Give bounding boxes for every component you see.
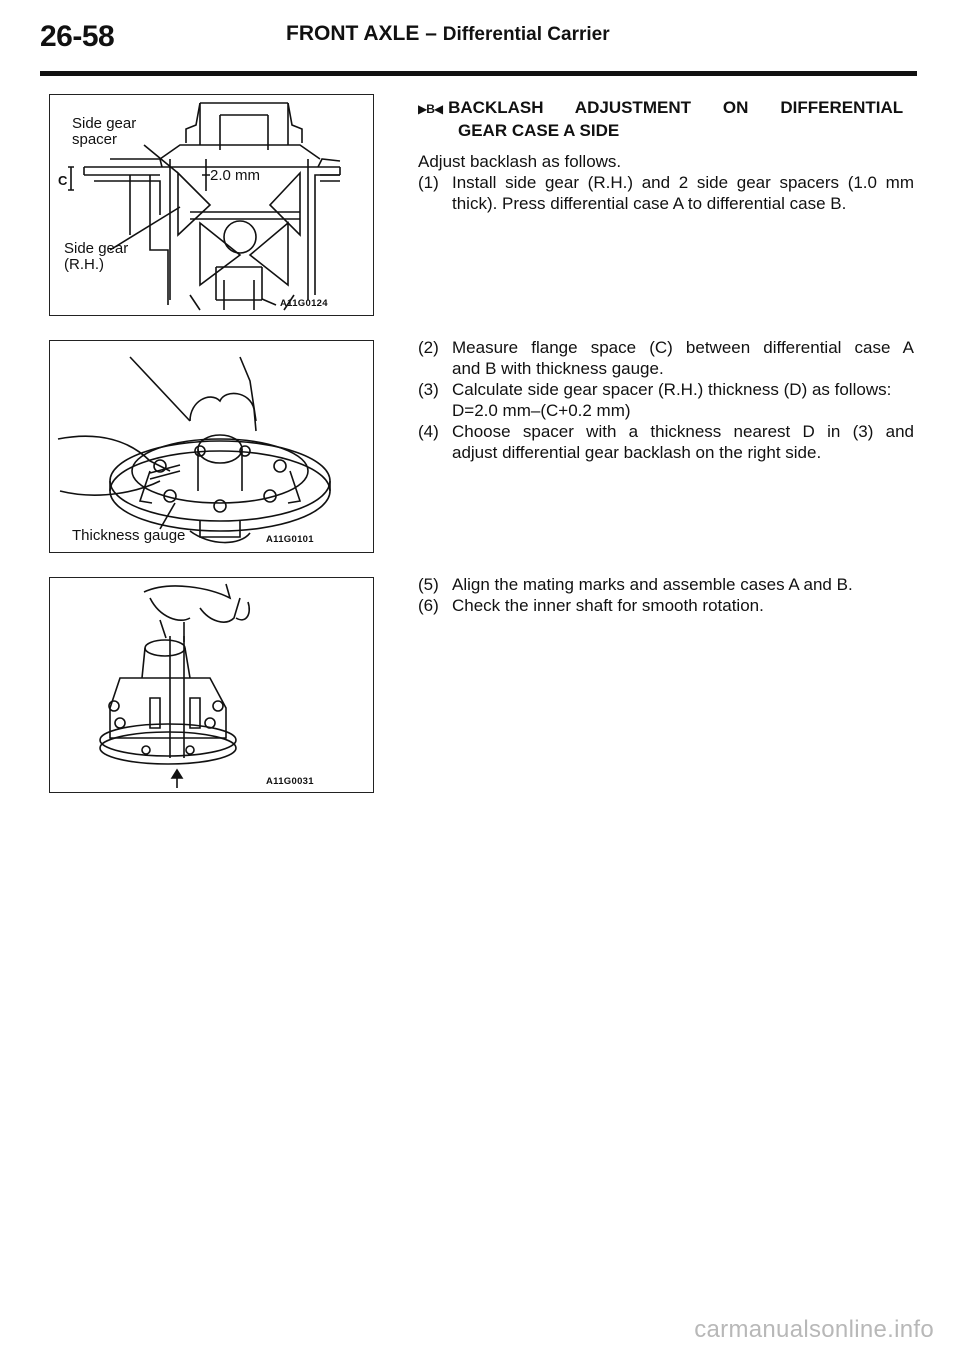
step-number: (5): [418, 575, 439, 594]
figure-thickness-gauge: [49, 340, 374, 553]
step-text: Install side gear (R.H.) and 2 side gear spacers (1.0 mm: [452, 173, 914, 192]
rotation-check-drawing: [50, 578, 375, 794]
step-formula: D=2.0 mm–(C+0.2 mm): [452, 401, 631, 420]
section-marker: ▶B◀: [418, 102, 443, 116]
step-number: (4): [418, 422, 439, 441]
step-text: Check the inner shaft for smooth rotation.: [452, 596, 764, 615]
step-6: [418, 595, 914, 616]
label-side-gear-spacer: Side gear spacer: [72, 115, 137, 148]
figure-code: A11G0124: [280, 298, 328, 309]
step-3: [418, 379, 914, 421]
label-side-gear-rh: Side gear (R.H.): [64, 240, 129, 273]
step-number: (3): [418, 380, 439, 399]
figure-cross-section: [49, 94, 374, 316]
page-title-sub: Differential Carrier: [442, 24, 610, 45]
section-heading-line2: GEAR CASE A SIDE: [458, 121, 620, 140]
step-text: Align the mating marks and assemble cases A and B.: [452, 575, 853, 594]
page-title-dash: –: [425, 22, 437, 45]
label-dimension: 2.0 mm: [210, 167, 261, 184]
step-number: (1): [418, 173, 439, 192]
section-text-3: [418, 574, 914, 616]
thickness-gauge-drawing: [50, 341, 375, 554]
section-text: [418, 97, 914, 214]
step-number: (2): [418, 338, 439, 357]
step-1: [418, 172, 914, 214]
watermark: carmanualsonline.info: [694, 1316, 934, 1343]
section-text-2: [418, 337, 914, 463]
section-heading-line1: BACKLASH ADJUSTMENT ON DIFFERENTIAL: [448, 98, 904, 117]
intro-text: Adjust backlash as follows.: [418, 152, 622, 171]
step-text-cont: thick). Press differential case A to differential case B.: [452, 194, 847, 213]
step-number: (6): [418, 596, 439, 615]
step-text: Choose spacer with a thickness nearest D in (3) and: [452, 422, 914, 441]
page-title: [286, 22, 610, 46]
page-title-main: FRONT AXLE: [286, 22, 420, 45]
header-rule: [40, 71, 917, 76]
figure-code: A11G0101: [266, 534, 314, 545]
step-4: [418, 421, 914, 463]
figure-rotation-check: [49, 577, 374, 793]
step-text-cont: adjust differential gear backlash on the right side.: [452, 443, 822, 462]
step-text-cont: and B with thickness gauge.: [452, 359, 664, 378]
step-text: Measure flange space (C) between differential case A: [452, 338, 914, 357]
step-5: [418, 574, 914, 595]
step-2: [418, 337, 914, 379]
section-heading: [418, 97, 914, 141]
label-c: C: [58, 173, 68, 188]
page-number: 26-58: [40, 20, 115, 53]
figure-code: A11G0031: [266, 776, 314, 787]
step-text: Calculate side gear spacer (R.H.) thickness (D) as follows:: [452, 380, 892, 399]
label-thickness-gauge: Thickness gauge: [72, 527, 186, 544]
